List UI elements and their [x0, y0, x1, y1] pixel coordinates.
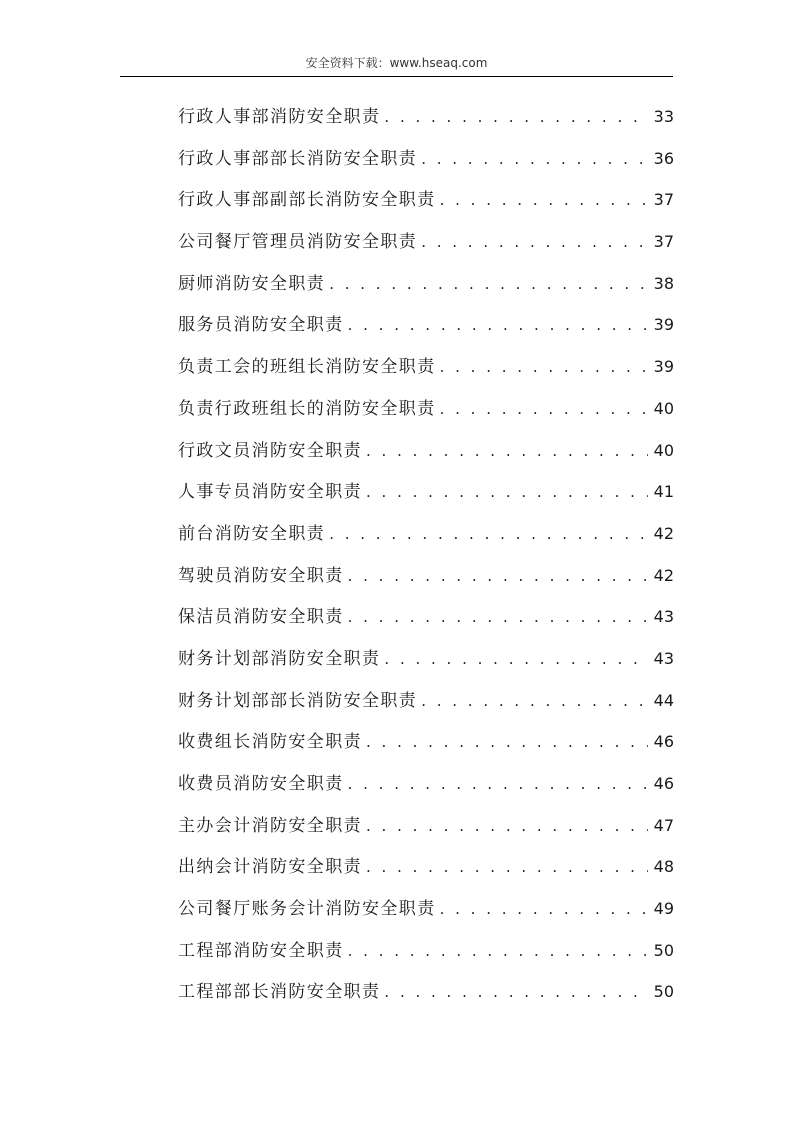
toc-entry-page: 49 — [653, 899, 674, 919]
toc-entry-title: 行政人事部副部长消防安全职责 — [178, 190, 436, 211]
toc-dot-leader — [366, 852, 648, 883]
toc-entry-page: 39 — [653, 315, 674, 335]
header-text: 安全资料下载：www.hseaq.com — [305, 56, 488, 70]
toc-entry[interactable] — [178, 643, 674, 685]
toc-entry[interactable] — [178, 351, 674, 393]
toc-entry-title: 工程部部长消防安全职责 — [178, 982, 381, 1003]
page-header — [120, 52, 673, 77]
toc-entry-title: 人事专员消防安全职责 — [178, 482, 362, 503]
toc-dot-leader — [440, 352, 648, 383]
toc-entry-page: 43 — [653, 607, 674, 627]
toc-entry-page: 46 — [653, 774, 674, 793]
toc-entry[interactable] — [178, 810, 674, 852]
toc-entry-title: 工程部消防安全职责 — [178, 940, 344, 961]
toc-entry-title: 财务计划部消防安全职责 — [178, 648, 381, 669]
toc-entry-title: 公司餐厅账务会计消防安全职责 — [178, 899, 436, 920]
toc-entry-page: 44 — [653, 690, 674, 710]
toc-entry[interactable] — [178, 226, 674, 268]
toc-entry[interactable] — [178, 101, 674, 143]
toc-dot-leader — [366, 811, 648, 842]
toc-dot-leader — [421, 227, 647, 258]
toc-dot-leader — [348, 602, 648, 633]
toc-entry-page: 39 — [653, 357, 674, 377]
toc-dot-leader — [348, 310, 648, 341]
toc-entry-page: 33 — [653, 107, 674, 126]
toc-entry-page: 42 — [653, 565, 674, 585]
toc-entry[interactable] — [178, 143, 674, 185]
toc-entry-title: 主办会计消防安全职责 — [178, 815, 362, 836]
toc-entry-page: 38 — [653, 273, 674, 293]
toc-entry-title: 行政文员消防安全职责 — [178, 440, 362, 461]
toc-dot-leader — [348, 769, 648, 800]
toc-entry-title: 前台消防安全职责 — [178, 523, 326, 544]
toc-entry-title: 收费组长消防安全职责 — [178, 732, 362, 753]
toc-entry-page: 47 — [653, 815, 674, 835]
toc-entry-page: 40 — [653, 440, 674, 460]
toc-dot-leader — [421, 144, 647, 175]
toc-entry[interactable] — [178, 851, 674, 893]
toc-entry[interactable] — [178, 935, 674, 977]
toc-entry-page: 50 — [653, 940, 674, 960]
toc-dot-leader — [384, 977, 647, 1008]
toc-dot-leader — [366, 727, 648, 758]
toc-dot-leader — [329, 269, 647, 300]
toc-entry-title: 收费员消防安全职责 — [178, 774, 344, 794]
toc-entry-title: 负责工会的班组长消防安全职责 — [178, 357, 436, 378]
toc-entry-title: 驾驶员消防安全职责 — [178, 565, 344, 586]
toc-entry[interactable] — [178, 184, 674, 226]
toc-entry-page: 41 — [653, 482, 674, 502]
toc-entry-page: 50 — [653, 982, 674, 1002]
toc-entry-page: 42 — [653, 523, 674, 543]
toc-entry-title: 公司餐厅管理员消防安全职责 — [178, 232, 418, 253]
toc-entry-title: 负责行政班组长的消防安全职责 — [178, 398, 436, 419]
toc-entry[interactable] — [178, 560, 674, 602]
toc-entry-title: 行政人事部消防安全职责 — [178, 107, 381, 127]
toc-entry[interactable] — [178, 685, 674, 727]
toc-entry[interactable] — [178, 768, 674, 810]
toc-dot-leader — [348, 936, 648, 967]
toc-dot-leader — [329, 519, 647, 550]
toc-entry-title: 行政人事部部长消防安全职责 — [178, 148, 418, 169]
toc-entry[interactable] — [178, 309, 674, 351]
toc-entry[interactable] — [178, 476, 674, 518]
toc-dot-leader — [348, 561, 648, 592]
toc-entry-title: 出纳会计消防安全职责 — [178, 857, 362, 878]
toc-entry[interactable] — [178, 435, 674, 477]
table-of-contents — [178, 101, 674, 1018]
toc-entry[interactable] — [178, 393, 674, 435]
toc-entry[interactable] — [178, 976, 674, 1018]
toc-entry[interactable] — [178, 518, 674, 560]
toc-dot-leader — [366, 477, 648, 508]
toc-entry-page: 36 — [653, 148, 674, 168]
toc-entry[interactable] — [178, 601, 674, 643]
toc-dot-leader — [440, 394, 648, 425]
toc-entry[interactable] — [178, 893, 674, 935]
toc-entry-title: 财务计划部部长消防安全职责 — [178, 690, 418, 711]
toc-dot-leader — [421, 686, 647, 717]
toc-dot-leader — [384, 644, 647, 675]
toc-entry-page: 48 — [653, 857, 674, 877]
toc-entry-title: 厨师消防安全职责 — [178, 273, 326, 294]
toc-dot-leader — [384, 102, 647, 133]
toc-dot-leader — [440, 185, 648, 216]
toc-entry-page: 40 — [653, 398, 674, 418]
toc-entry-page: 43 — [653, 648, 674, 668]
toc-dot-leader — [366, 436, 648, 467]
toc-dot-leader — [440, 894, 648, 925]
toc-entry-page: 37 — [653, 232, 674, 252]
toc-entry[interactable] — [178, 268, 674, 310]
toc-entry[interactable] — [178, 726, 674, 768]
toc-entry-title: 保洁员消防安全职责 — [178, 607, 344, 628]
toc-entry-page: 37 — [653, 190, 674, 210]
toc-entry-title: 服务员消防安全职责 — [178, 315, 344, 336]
toc-entry-page: 46 — [653, 732, 674, 752]
